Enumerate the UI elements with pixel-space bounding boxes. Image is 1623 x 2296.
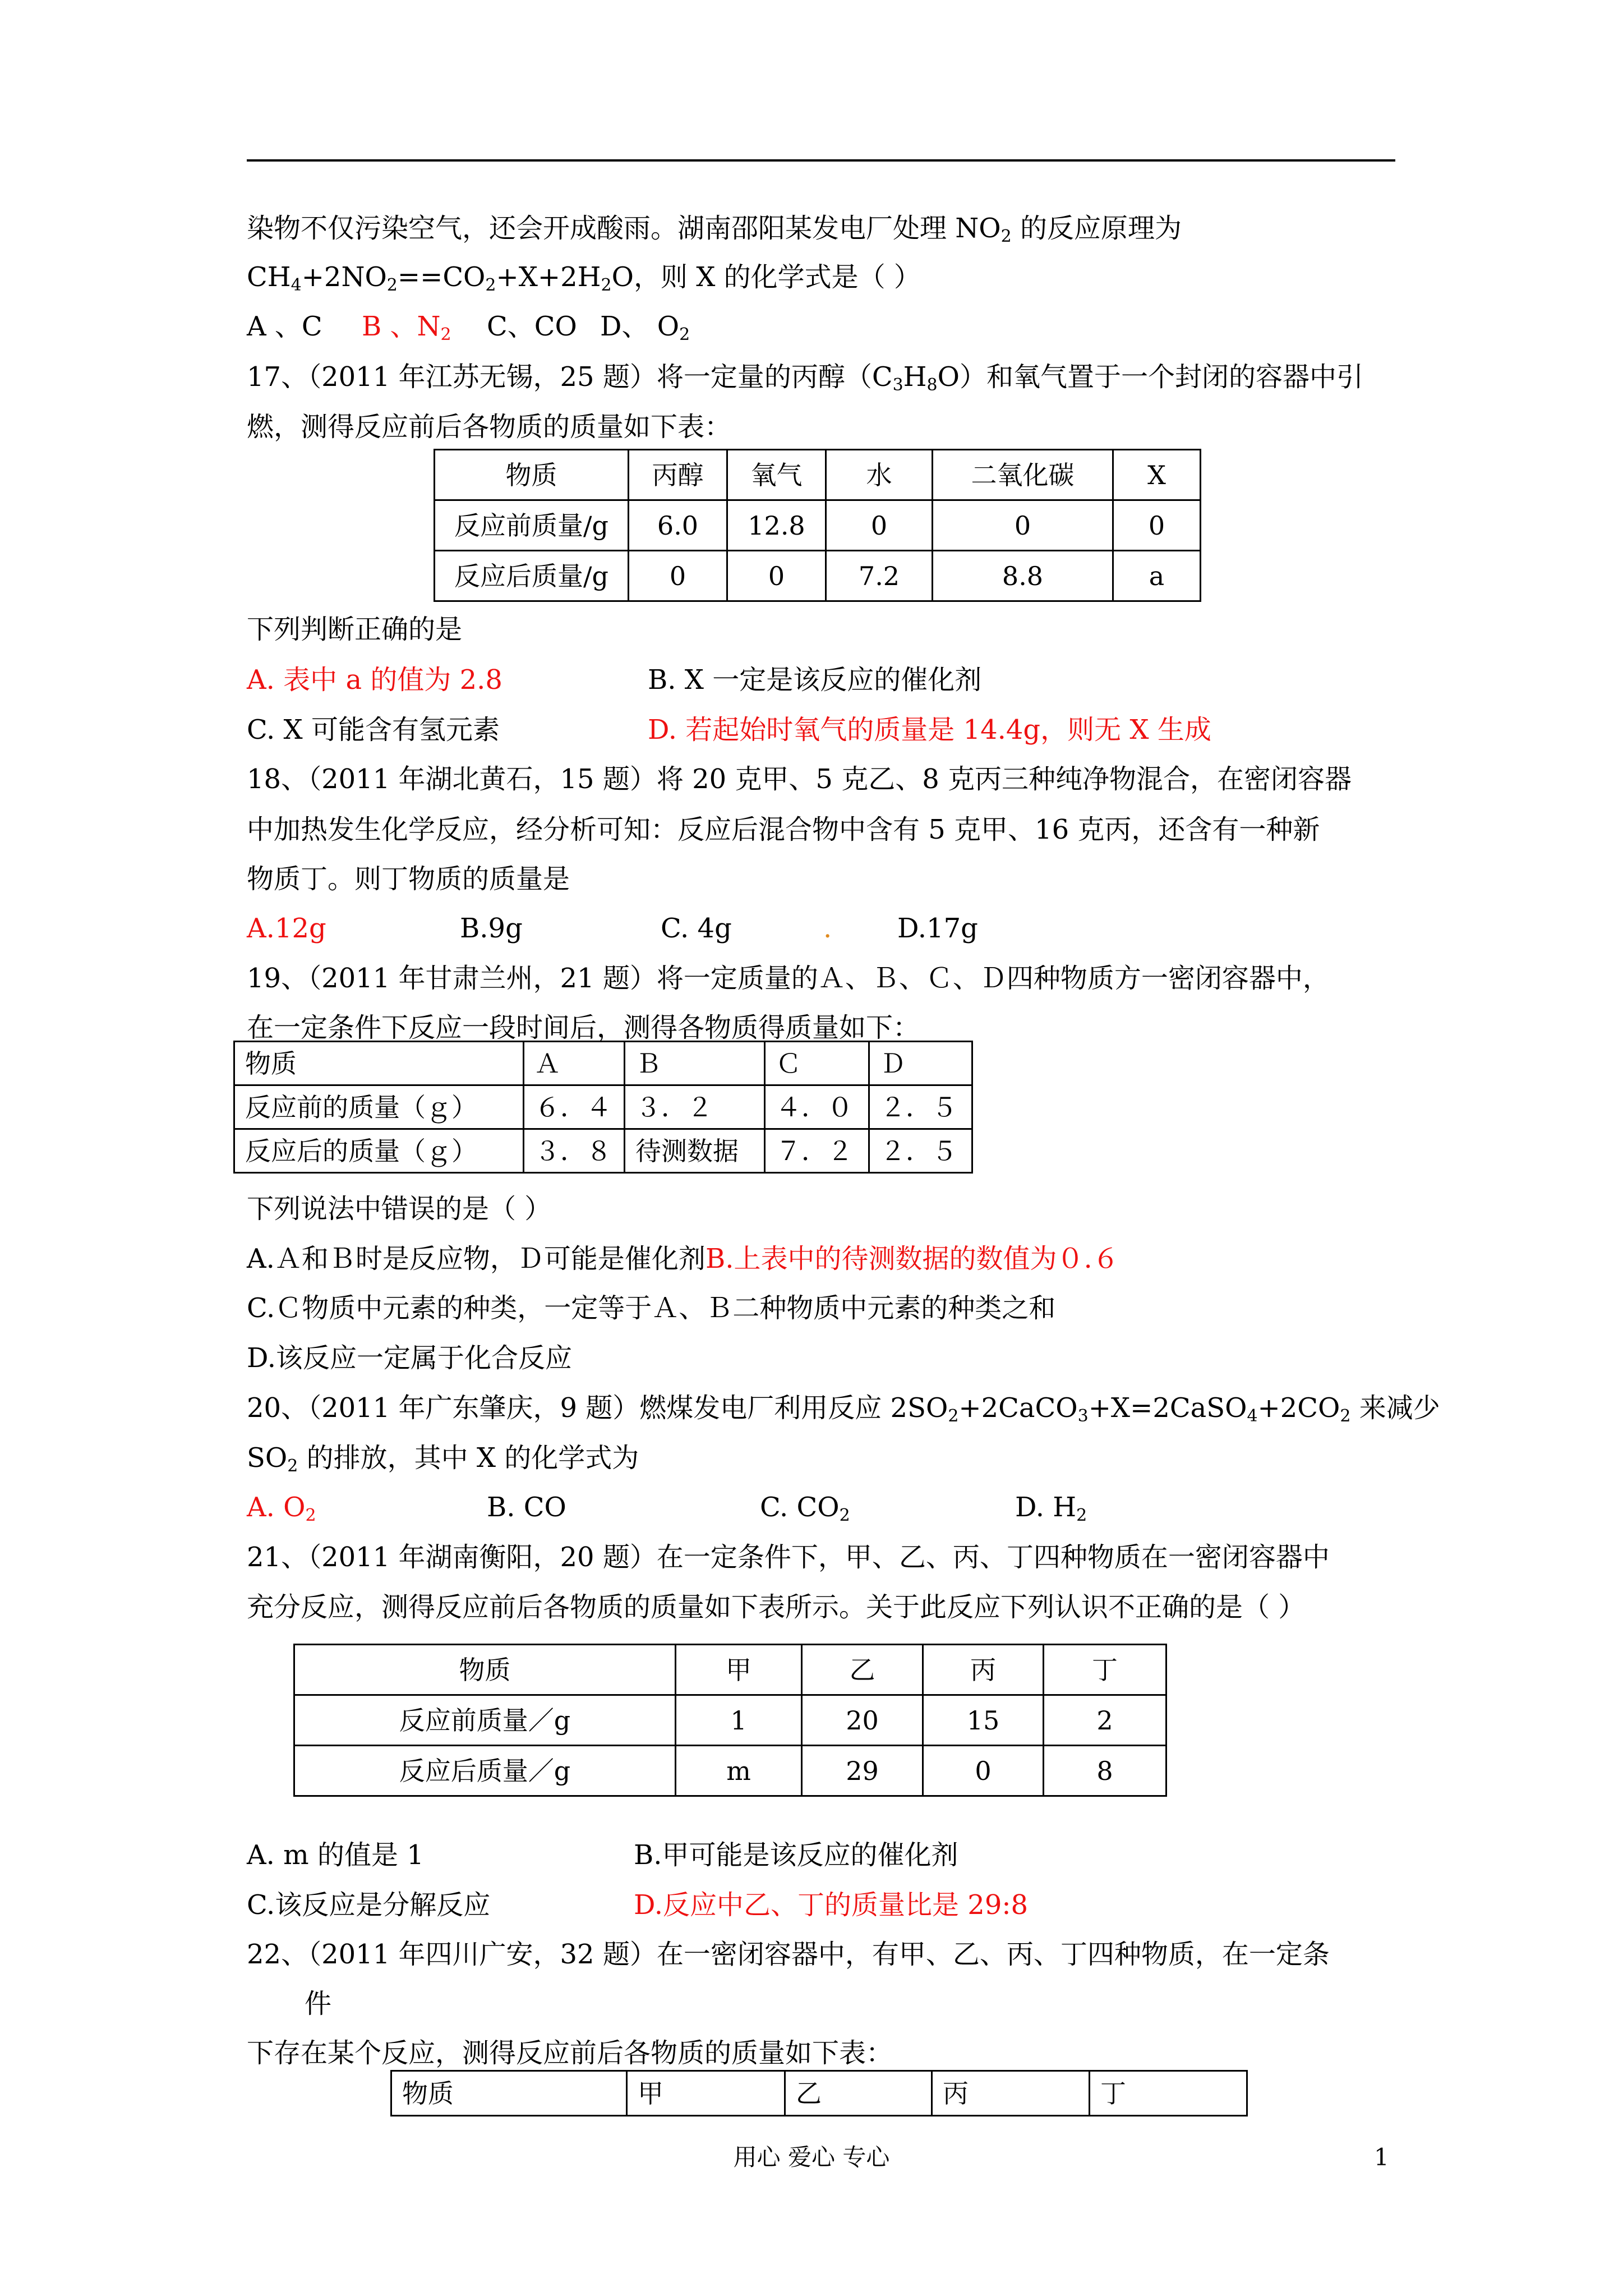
q17-table bbox=[434, 449, 1201, 602]
q19-header-cell: Ｂ bbox=[625, 1042, 765, 1085]
table-cell: 反应后质量/g bbox=[435, 551, 629, 601]
table-row bbox=[294, 1746, 1166, 1796]
q19-option-a: A.Ａ和Ｂ时是反应物，Ｄ可能是催化剂B.上表中的待测数据的数值为０.６ bbox=[247, 1243, 1119, 1274]
q16-option-a: A 、C bbox=[247, 311, 322, 342]
table-cell: 8.8 bbox=[933, 551, 1113, 601]
q17-prompt: 下列判断正确的是 bbox=[247, 614, 463, 645]
q19-header-cell: Ａ bbox=[524, 1042, 625, 1085]
q17-stem-line2: 燃，测得反应前后各物质的质量如下表： bbox=[247, 411, 732, 443]
table-cell: 15 bbox=[923, 1695, 1044, 1746]
q18-stem-line1: 18、（2011 年湖北黄石，15 题）将 20 克甲、5 克乙、8 克丙三种纯净物混合，在密闭容器 bbox=[247, 763, 1352, 795]
q21-header-cell: 甲 bbox=[676, 1645, 802, 1695]
table-cell: 待测数据 bbox=[625, 1129, 765, 1173]
table-cell: 0 bbox=[1113, 500, 1201, 551]
q21-option-c: C.该反应是分解反应 bbox=[247, 1889, 491, 1921]
table-cell: m bbox=[676, 1746, 802, 1796]
table-cell: 29 bbox=[802, 1746, 923, 1796]
q18-option-a: A.12g bbox=[247, 913, 326, 944]
table-cell: 0 bbox=[933, 500, 1113, 551]
table-row bbox=[234, 1129, 972, 1173]
q20-stem-line2: $SO_2$ 的排放，其中 X 的化学式为 bbox=[247, 1442, 639, 1476]
q22-header-cell: 丁 bbox=[1090, 2071, 1247, 2116]
q17-header-cell: 二氧化碳 bbox=[933, 450, 1113, 500]
q21-header-cell: 物质 bbox=[294, 1645, 676, 1695]
table-cell: 反应前质量／g bbox=[294, 1695, 676, 1746]
q21-option-d: D.反应中乙、丁的质量比是 29:8 bbox=[634, 1889, 1029, 1921]
table-cell: 7.2 bbox=[826, 551, 933, 601]
table-cell: 反应后的质量（ｇ） bbox=[234, 1129, 524, 1173]
q16-option-c: C、CO bbox=[487, 311, 577, 342]
q16-line1: 染物不仅污染空气，还会开成酸雨。湖南邵阳某发电厂处理 $NO_2$ 的反应原理为 bbox=[247, 213, 1182, 246]
table-cell: 反应前的质量（ｇ） bbox=[234, 1085, 524, 1129]
table-cell: 0 bbox=[923, 1746, 1044, 1796]
table-cell: 0 bbox=[727, 551, 826, 601]
table-cell: 20 bbox=[802, 1695, 923, 1746]
q17-option-d: D. 若起始时氧气的质量是 14.4g，则无 X 生成 bbox=[648, 714, 1211, 746]
q22-stem-line2: 下存在某个反应，测得反应前后各物质的质量如下表： bbox=[247, 2037, 893, 2069]
q18-stem-line3: 物质丁。则丁物质的质量是 bbox=[247, 863, 570, 895]
table-row bbox=[435, 500, 1201, 551]
q17-header-cell: 物质 bbox=[435, 450, 629, 500]
q19-header-cell: Ｄ bbox=[869, 1042, 972, 1085]
q17-stem-line1: 17、（2011 年江苏无锡，25 题）将一定量的丙醇$(C_3H_8O)$和氧气置于一个封闭的容器中引 bbox=[247, 361, 1363, 395]
table-cell: 1 bbox=[676, 1695, 802, 1746]
q18-stray-dot: . bbox=[823, 913, 832, 944]
q21-option-b: B.甲可能是该反应的催化剂 bbox=[634, 1839, 958, 1871]
q17-option-a: A. 表中 a 的值为 2.8 bbox=[247, 664, 502, 696]
q19-option-b: B.上表中的待测数据的数值为０.６ bbox=[705, 1243, 1119, 1274]
q17-header-cell: 氧气 bbox=[727, 450, 826, 500]
q21-header-cell: 丙 bbox=[923, 1645, 1044, 1695]
table-cell: 12.8 bbox=[727, 500, 826, 551]
table-cell: ３．８ bbox=[524, 1129, 625, 1173]
q20-option-c: C. $CO_2$ bbox=[760, 1492, 850, 1525]
q18-option-d: D.17g bbox=[897, 913, 978, 944]
table-cell: ４．０ bbox=[765, 1085, 869, 1129]
q21-header-cell: 丁 bbox=[1044, 1645, 1166, 1695]
q20-option-d: D. $H_2$ bbox=[1015, 1492, 1087, 1525]
q16-option-b: B 、$N_2$ bbox=[362, 311, 451, 344]
q17-header-cell: 丙醇 bbox=[629, 450, 727, 500]
table-cell: a bbox=[1113, 551, 1201, 601]
header-rule bbox=[247, 159, 1395, 162]
q16-equation: $CH_4+2NO_2==CO_2+X+2H_2O$，则 X 的化学式是（ ） bbox=[247, 261, 921, 295]
q19-header-cell: Ｃ bbox=[765, 1042, 869, 1085]
q22-header-cell: 丙 bbox=[932, 2071, 1090, 2116]
table-row bbox=[294, 1695, 1166, 1746]
table-row bbox=[435, 551, 1201, 601]
table-cell: 反应后质量／g bbox=[294, 1746, 676, 1796]
q22-stem-line1: 22、（2011 年四川广安，32 题）在一密闭容器中，有甲、乙、丙、丁四种物质，在一定条 bbox=[247, 1939, 1330, 1970]
table-cell: 2 bbox=[1044, 1695, 1166, 1746]
q19-option-d: D.该反应一定属于化合反应 bbox=[247, 1342, 573, 1374]
q22-header-cell: 乙 bbox=[785, 2071, 932, 2116]
q16-option-d: D、 $O_2$ bbox=[600, 311, 690, 344]
table-cell: 0 bbox=[629, 551, 727, 601]
q21-stem-line2: 充分反应，测得反应前后各物质的质量如下表所示。关于此反应下列认识不正确的是（ ） bbox=[247, 1591, 1306, 1623]
page-footer: 用心 爱心 专心 bbox=[733, 2143, 890, 2171]
table-cell: ２．５ bbox=[869, 1085, 972, 1129]
page-number: 1 bbox=[1374, 2143, 1389, 2171]
q17-option-c: C. X 可能含有氢元素 bbox=[247, 714, 500, 746]
q19-option-c: C.Ｃ物质中元素的种类，一定等于Ａ、Ｂ二种物质中元素的种类之和 bbox=[247, 1292, 1056, 1324]
q19-stem-line2: 在一定条件下反应一段时间后，测得各物质得质量如下： bbox=[247, 1012, 920, 1043]
q18-option-c: C. 4g bbox=[661, 913, 732, 944]
q19-stem-line1: 19、（2011 年甘肃兰州，21 题）将一定质量的Ａ、Ｂ、Ｃ、Ｄ四种物质方一密闭容器中， bbox=[247, 963, 1330, 994]
q20-stem-line1: 20、（2011 年广东肇庆，9 题）燃煤发电厂利用反应 $2SO_2+2CaCO_3+X=2CaSO_4+2CO_2$ 来减少 bbox=[247, 1392, 1440, 1426]
table-cell: 0 bbox=[826, 500, 933, 551]
q17-option-b: B. X 一定是该反应的催化剂 bbox=[648, 664, 982, 696]
q20-option-a: A. $O_2$ bbox=[247, 1492, 316, 1525]
table-cell: ６．４ bbox=[524, 1085, 625, 1129]
q22-header-cell: 甲 bbox=[627, 2071, 785, 2116]
q21-header-cell: 乙 bbox=[802, 1645, 923, 1695]
q20-option-b: B. CO bbox=[487, 1492, 566, 1523]
table-cell: ３．２ bbox=[625, 1085, 765, 1129]
table-cell: 8 bbox=[1044, 1746, 1166, 1796]
q18-option-b: B.9g bbox=[460, 913, 523, 944]
q18-stem-line2: 中加热发生化学反应，经分析可知：反应后混合物中含有 5 克甲、16 克丙，还含有一种新 bbox=[247, 814, 1320, 845]
q17-header-cell: X bbox=[1113, 450, 1201, 500]
q21-option-a: A. m 的值是 1 bbox=[247, 1839, 424, 1871]
table-cell: ７．２ bbox=[765, 1129, 869, 1173]
table-cell: 反应前质量/g bbox=[435, 500, 629, 551]
q19-header-cell: 物质 bbox=[234, 1042, 524, 1085]
q22-stem-line1-wrap: 件 bbox=[305, 1988, 332, 2019]
q22-header-cell: 物质 bbox=[391, 2071, 627, 2116]
table-cell: 6.0 bbox=[629, 500, 727, 551]
table-row bbox=[234, 1085, 972, 1129]
q19-prompt: 下列说法中错误的是（ ） bbox=[247, 1193, 552, 1225]
q21-table bbox=[293, 1644, 1167, 1797]
table-cell: ２．５ bbox=[869, 1129, 972, 1173]
q19-table bbox=[233, 1041, 973, 1174]
q17-header-cell: 水 bbox=[826, 450, 933, 500]
q21-stem-line1: 21、（2011 年湖南衡阳，20 题）在一定条件下，甲、乙、丙、丁四种物质在一密闭容器中 bbox=[247, 1542, 1330, 1573]
q22-table bbox=[390, 2070, 1248, 2116]
